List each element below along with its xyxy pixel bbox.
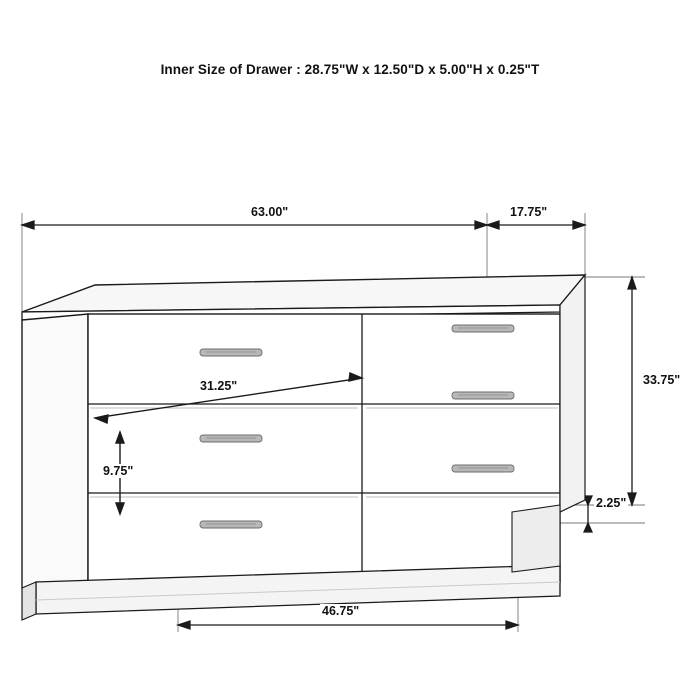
dimension-line-clearance-2 xyxy=(584,496,592,532)
dimension-label-width-63: 63.00" xyxy=(251,205,289,219)
left-side-panel xyxy=(22,314,88,588)
dimension-label-base-46: 46.75" xyxy=(322,604,360,618)
handle-middle-left xyxy=(200,435,262,442)
right-side-panel xyxy=(560,275,585,512)
dimension-line-base-46 xyxy=(178,621,518,629)
dimension-line-depth-17 xyxy=(487,221,585,229)
base-plinth-left xyxy=(22,582,36,620)
page-title: Inner Size of Drawer : 28.75"W x 12.50"D x 5.00"H x 0.25"T xyxy=(160,62,540,77)
dimension-label-depth-17: 17.75" xyxy=(510,205,548,219)
dimension-label-drawer-width-31: 31.25" xyxy=(200,379,238,393)
handle-top-right xyxy=(452,325,514,332)
dimension-label-height-33: 33.75" xyxy=(643,373,681,387)
front-face xyxy=(88,314,560,582)
dimension-line-width-63 xyxy=(22,221,487,229)
handle-top-left xyxy=(200,349,262,356)
handle-middle-right xyxy=(452,392,514,399)
dimension-line-height-33 xyxy=(628,277,636,505)
dimension-label-drawer-height-9: 9.75" xyxy=(103,464,134,478)
dimension-label-clearance-2: 2.25" xyxy=(596,496,627,510)
dresser-body xyxy=(22,275,585,620)
rear-leg xyxy=(512,505,560,572)
handle-bottom-left xyxy=(200,521,262,528)
handle-bottom-right xyxy=(452,465,514,472)
